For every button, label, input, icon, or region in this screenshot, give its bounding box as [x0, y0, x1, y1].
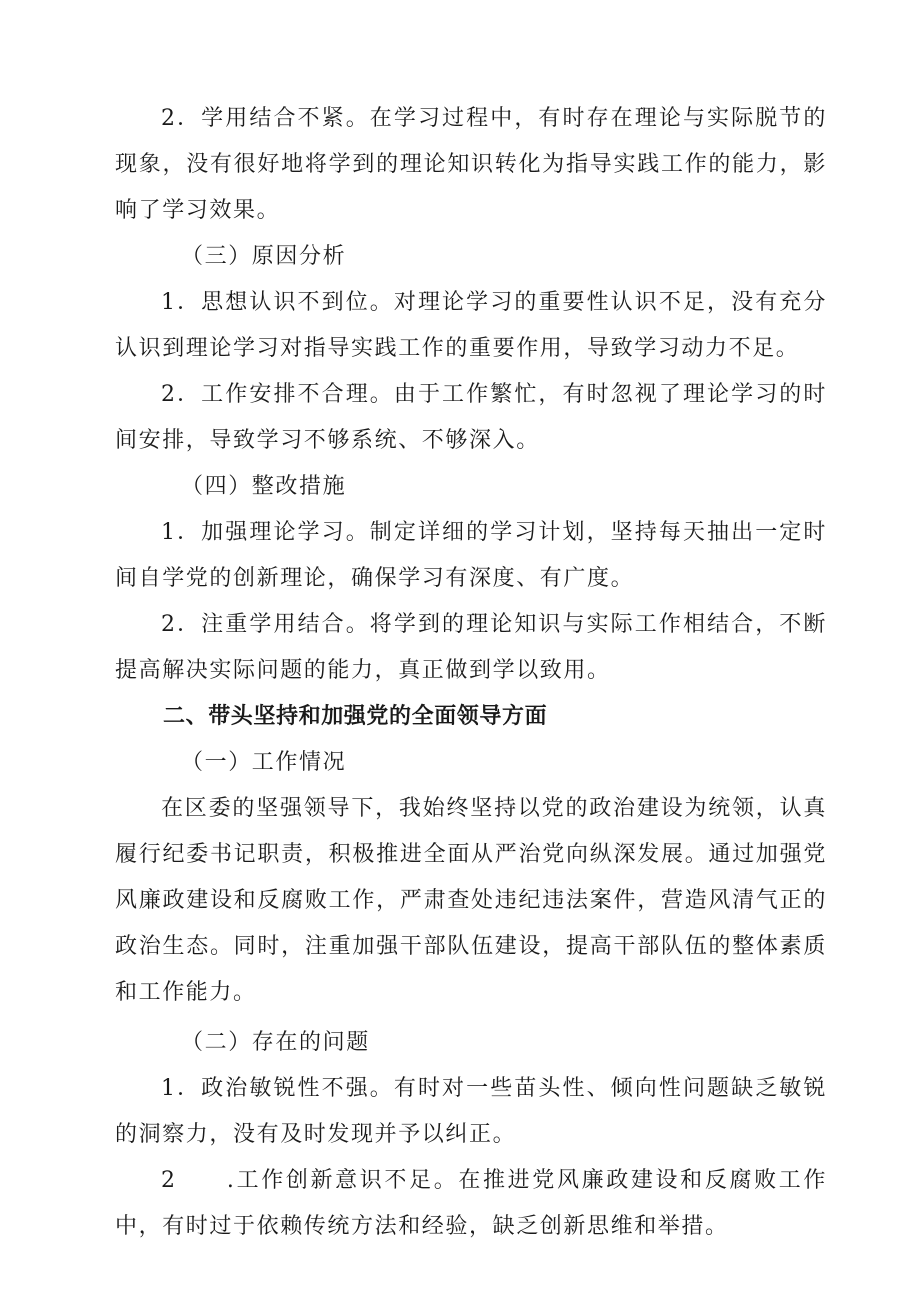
paragraph-work-status: 在区委的坚强领导下，我始终坚持以党的政治建设为统领，认真履行纪委书记职责，积极推进全面从严治党向纵深发展。通过加强党风廉政建设和反腐败工作，严肃查处违纪违法案件，营造风清气正的政治生态。同时，注重加强干部队伍建设，提高干部队伍的整体素质和工作能力。 — [115, 796, 827, 1005]
paragraph-problem-sensitivity: 1．政治敏锐性不强。有时对一些苗头性、倾向性问题缺乏敏锐的洞察力，没有及时发现并予以纠正。 — [115, 1076, 827, 1147]
section-rectification-measures: （四）整改措施 — [181, 474, 347, 499]
paragraph-learning-application: 2．学用结合不紧。在学习过程中，有时存在理论与实际脱节的现象，没有很好地将学到的理论知识转化为指导实践工作的能力，影响了学习效果。 — [115, 106, 827, 223]
section-cause-analysis: （三）原因分析 — [181, 244, 347, 269]
document-body — [115, 96, 827, 1250]
paragraph-cause-awareness: 1．思想认识不到位。对理论学习的重要性认识不足，没有充分认识到理论学习对指导实践工作的重要作用，导致学习动力不足。 — [115, 290, 827, 361]
chapter-heading-party-leadership: 二、带头坚持和加强党的全面领导方面 — [163, 704, 548, 729]
section-work-status: （一）工作情况 — [181, 750, 347, 775]
section-existing-problems: （二）存在的问题 — [181, 1030, 370, 1055]
paragraph-cause-scheduling: 2．工作安排不合理。由于工作繁忙，有时忽视了理论学习的时间安排，导致学习不够系统、不够深入。 — [115, 382, 827, 453]
paragraph-measure-study: 1．加强理论学习。制定详细的学习计划，坚持每天抽出一定时间自学党的创新理论，确保学习有深度、有广度。 — [115, 520, 827, 591]
paragraph-problem-innovation: 2 .工作创新意识不足。在推进党风廉政建设和反腐败工作中，有时过于依赖传统方法和经验，缺乏创新思维和举措。 — [115, 1168, 827, 1239]
paragraph-measure-application: 2．注重学用结合。将学到的理论知识与实际工作相结合，不断提高解决实际问题的能力，真正做到学以致用。 — [115, 612, 827, 683]
